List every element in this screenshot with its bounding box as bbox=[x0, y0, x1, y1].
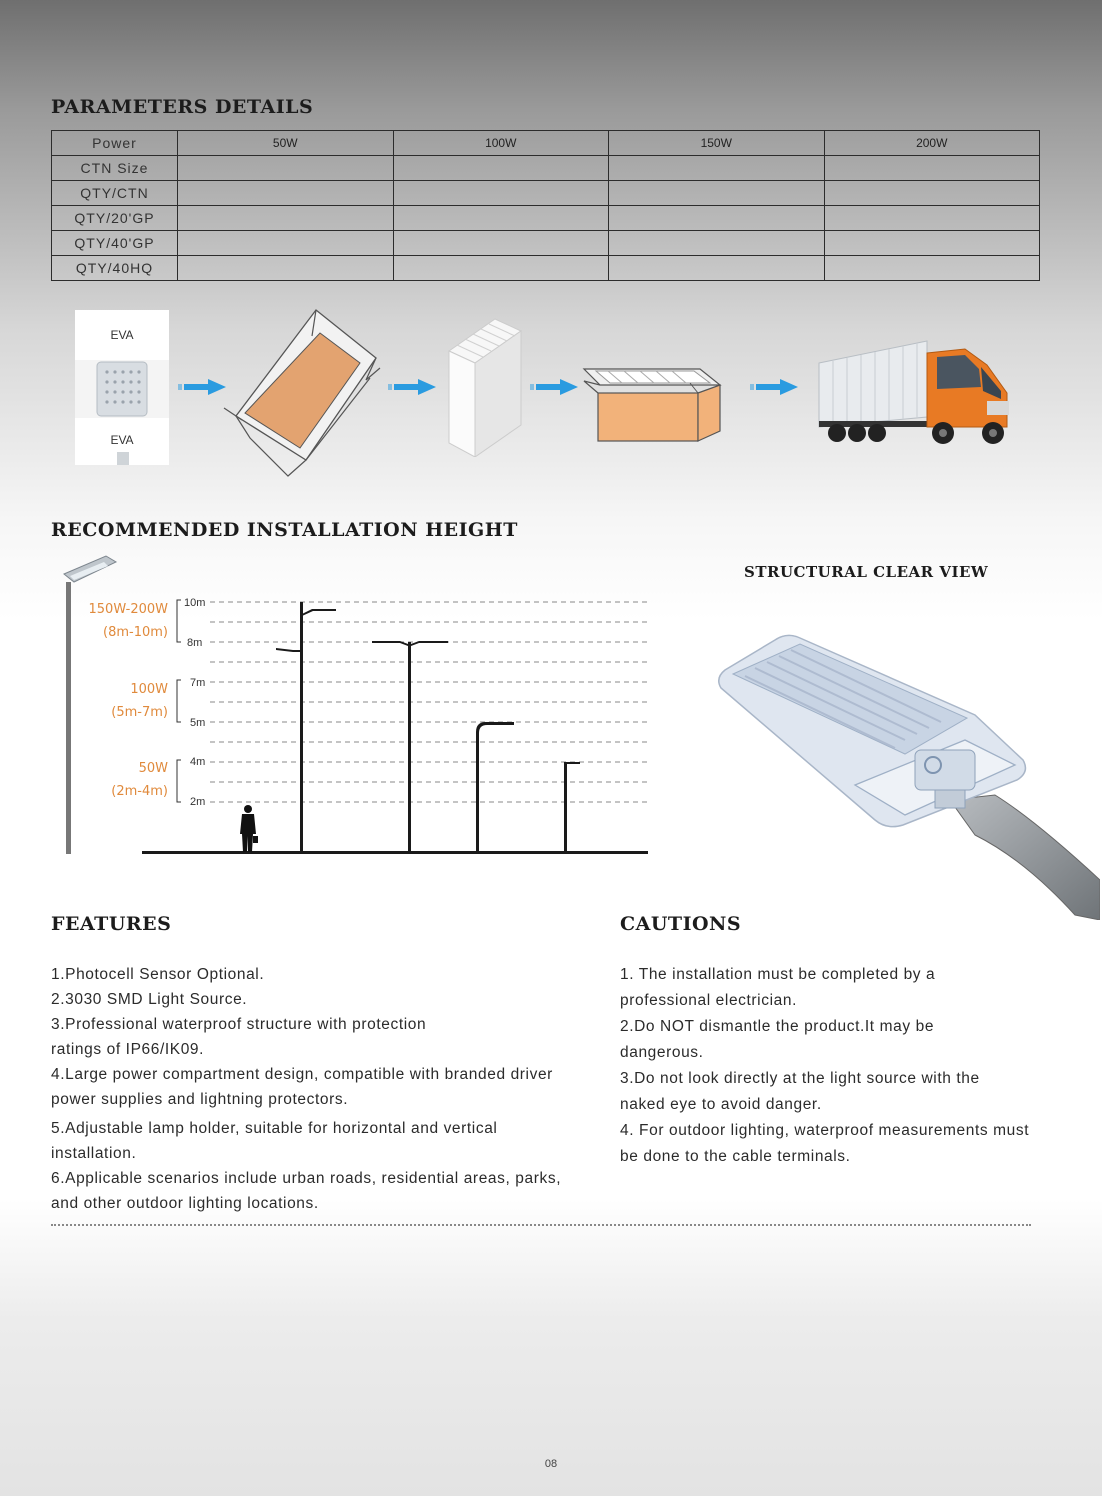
lamp-pole bbox=[66, 582, 71, 854]
range-height-label: (2m-4m) bbox=[111, 784, 168, 799]
luminaire-cutaway-illustration bbox=[705, 630, 1100, 920]
tick-label: 2m bbox=[190, 796, 206, 808]
params-cell bbox=[393, 156, 609, 181]
caution-item: 3.Do not look directly at the light source with the naked eye to avoid danger. bbox=[620, 1070, 980, 1113]
params-col-50w: 50W bbox=[178, 131, 394, 156]
params-cell bbox=[178, 231, 394, 256]
params-header-row bbox=[52, 131, 1040, 156]
person-silhouette-icon bbox=[240, 805, 258, 852]
params-row-label: CTN Size bbox=[52, 156, 178, 181]
params-header-label: Power bbox=[52, 131, 178, 156]
truck-illustration bbox=[815, 335, 1030, 447]
tick-label: 8m bbox=[187, 637, 203, 649]
params-cell bbox=[178, 206, 394, 231]
params-title: PARAMETERS DETAILS bbox=[51, 96, 314, 118]
params-row-label: QTY/40HQ bbox=[52, 256, 178, 281]
tick-label: 4m bbox=[190, 756, 206, 768]
tick-label: 5m bbox=[190, 717, 206, 729]
params-cell bbox=[178, 181, 394, 206]
params-col-200w: 200W bbox=[824, 131, 1040, 156]
packed-carton-illustration bbox=[580, 365, 730, 447]
params-table bbox=[51, 130, 1040, 281]
eva-label-top: EVA bbox=[110, 328, 134, 342]
params-cell bbox=[393, 206, 609, 231]
arrow-right-icon bbox=[388, 379, 438, 395]
params-row bbox=[52, 231, 1040, 256]
params-row-label: QTY/40'GP bbox=[52, 231, 178, 256]
params-row-label: QTY/CTN bbox=[52, 181, 178, 206]
params-cell bbox=[609, 156, 825, 181]
params-cell bbox=[609, 181, 825, 206]
feature-item: 5.Adjustable lamp holder, suitable for horizontal and vertical installation. bbox=[51, 1120, 498, 1162]
feature-item: 2.3030 SMD Light Source. bbox=[51, 991, 248, 1008]
poles bbox=[276, 602, 580, 852]
params-cell bbox=[824, 181, 1040, 206]
features-title: FEATURES bbox=[51, 913, 172, 935]
feature-item: 1.Photocell Sensor Optional. bbox=[51, 966, 265, 983]
params-cell bbox=[178, 156, 394, 181]
open-carton-illustration bbox=[220, 308, 385, 480]
params-cell bbox=[824, 206, 1040, 231]
structural-title: STRUCTURAL CLEAR VIEW bbox=[744, 563, 989, 581]
params-cell bbox=[609, 256, 825, 281]
cautions-title: CAUTIONS bbox=[620, 913, 742, 935]
params-cell bbox=[824, 156, 1040, 181]
range-power-label: 100W bbox=[130, 682, 168, 697]
section-divider bbox=[51, 1224, 1031, 1226]
params-row bbox=[52, 181, 1040, 206]
params-cell bbox=[393, 256, 609, 281]
params-cell bbox=[824, 256, 1040, 281]
range-height-label: (5m-7m) bbox=[111, 705, 168, 720]
params-cell bbox=[393, 231, 609, 256]
range-height-label: (8m-10m) bbox=[103, 625, 168, 640]
caution-item: 2.Do NOT dismantle the product.It may be dangerous. bbox=[620, 1018, 935, 1061]
installation-title: RECOMMENDED INSTALLATION HEIGHT bbox=[51, 519, 518, 541]
params-col-150w: 150W bbox=[609, 131, 825, 156]
tick-label: 10m bbox=[184, 597, 206, 609]
params-col-100w: 100W bbox=[393, 131, 609, 156]
caution-item: 4. For outdoor lighting, waterproof measurements must be done to the cable terminals. bbox=[620, 1122, 1030, 1165]
params-cell bbox=[178, 256, 394, 281]
params-row bbox=[52, 206, 1040, 231]
params-row bbox=[52, 156, 1040, 181]
range-power-label: 50W bbox=[138, 761, 168, 776]
arrow-right-icon bbox=[530, 379, 580, 395]
ground-line bbox=[142, 851, 648, 854]
feature-item: 6.Applicable scenarios include urban roads, residential areas, parks, and other outdoor lighting locations. bbox=[51, 1170, 562, 1212]
params-cell bbox=[824, 231, 1040, 256]
params-cell bbox=[609, 231, 825, 256]
feature-item: 3.Professional waterproof structure with protection ratings of IP66/IK09. bbox=[51, 1016, 427, 1058]
features-list bbox=[51, 962, 566, 1216]
caution-item: 1. The installation must be completed by a professional electrician. bbox=[620, 966, 936, 1009]
packaging-flow bbox=[70, 305, 1030, 470]
arrow-right-icon bbox=[750, 379, 800, 395]
params-cell bbox=[609, 206, 825, 231]
eva-label-bottom: EVA bbox=[110, 433, 134, 447]
params-row bbox=[52, 256, 1040, 281]
feature-item: 4.Large power compartment design, compatible with branded driver power supplies and lightning protectors. bbox=[51, 1066, 553, 1108]
cautions-list bbox=[620, 962, 1040, 1170]
installation-height-diagram bbox=[60, 552, 660, 862]
params-cell bbox=[393, 181, 609, 206]
params-row-label: QTY/20'GP bbox=[52, 206, 178, 231]
tick-label: 7m bbox=[190, 677, 206, 689]
range-power-label: 150W-200W bbox=[88, 602, 168, 617]
foam-stack-illustration bbox=[445, 317, 525, 457]
page-number: 08 bbox=[544, 1458, 558, 1470]
street-lamp-head-icon bbox=[64, 556, 116, 582]
